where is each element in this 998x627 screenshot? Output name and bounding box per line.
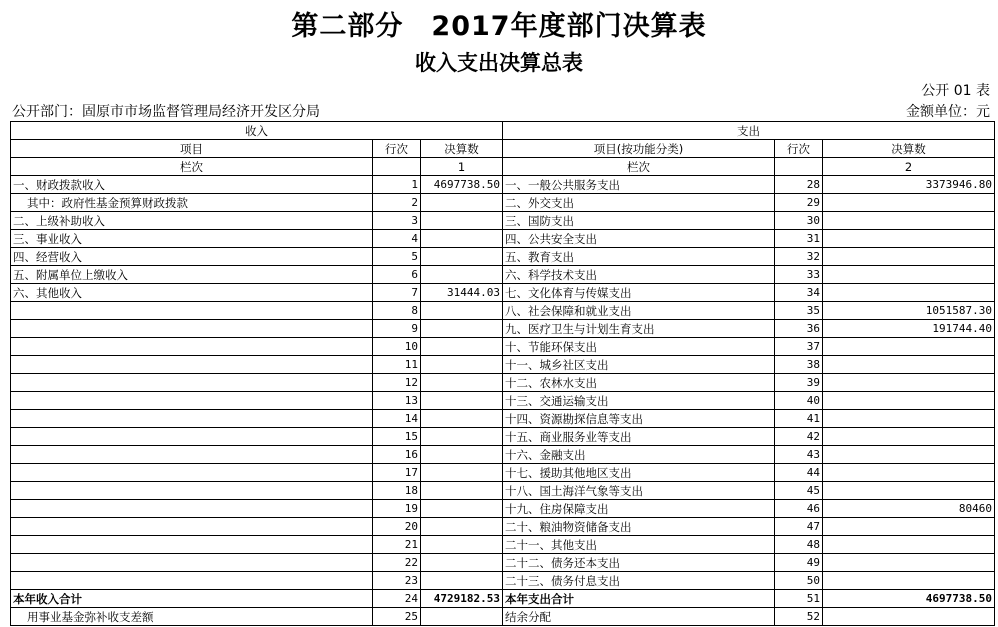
income-item [11, 392, 373, 410]
expense-amount: 3373946.80 [823, 176, 995, 194]
expense-item: 十五、商业服务业等支出 [503, 428, 775, 446]
income-row-no: 2 [373, 194, 421, 212]
table-row [11, 212, 995, 230]
lanci-1: 1 [421, 158, 503, 176]
income-row-no: 18 [373, 482, 421, 500]
income-amount [421, 194, 503, 212]
expense-amount [823, 464, 995, 482]
income-item [11, 446, 373, 464]
expense-row-no: 36 [775, 320, 823, 338]
expense-item: 十八、国土海洋气象等支出 [503, 482, 775, 500]
income-amount [421, 536, 503, 554]
expense-row-no: 44 [775, 464, 823, 482]
income-row-no: 16 [373, 446, 421, 464]
income-row-no: 13 [373, 392, 421, 410]
income-item: 用事业基金弥补收支差额 [11, 608, 373, 626]
expense-item: 二十、粮油物资储备支出 [503, 518, 775, 536]
income-amount [421, 518, 503, 536]
table-row [11, 500, 995, 518]
income-amount: 4697738.50 [421, 176, 503, 194]
expense-item: 二、外交支出 [503, 194, 775, 212]
col-row: 行次 [373, 140, 421, 158]
expense-item: 十三、交通运输支出 [503, 392, 775, 410]
table-row [11, 356, 995, 374]
expense-amount [823, 230, 995, 248]
table-row [11, 536, 995, 554]
income-item [11, 554, 373, 572]
expense-item: 三、国防支出 [503, 212, 775, 230]
table-row [11, 230, 995, 248]
expense-amount [823, 374, 995, 392]
expense-row-no: 42 [775, 428, 823, 446]
income-item: 一、财政拨款收入 [11, 176, 373, 194]
expense-header: 支出 [503, 122, 995, 140]
expense-row-no: 43 [775, 446, 823, 464]
income-amount [421, 230, 503, 248]
income-item [11, 500, 373, 518]
income-amount [421, 500, 503, 518]
empty-cell [775, 158, 823, 176]
table-subtitle: 收入支出决算总表 [415, 51, 583, 75]
expense-amount [823, 284, 995, 302]
col-item: 项目 [11, 140, 373, 158]
table-row [11, 554, 995, 572]
column-header-row [11, 140, 995, 158]
income-item [11, 518, 373, 536]
expense-item: 四、公共安全支出 [503, 230, 775, 248]
table-row [11, 608, 995, 626]
income-amount: 4729182.53 [421, 590, 503, 608]
income-row-no: 21 [373, 536, 421, 554]
lanci-label: 栏次 [11, 158, 373, 176]
income-row-no: 23 [373, 572, 421, 590]
expense-row-no: 39 [775, 374, 823, 392]
expense-item: 本年支出合计 [503, 590, 775, 608]
table-row [11, 464, 995, 482]
income-row-no: 8 [373, 302, 421, 320]
expense-amount [823, 392, 995, 410]
table-row [11, 428, 995, 446]
expense-item: 十六、金融支出 [503, 446, 775, 464]
expense-amount [823, 608, 995, 626]
income-amount [421, 572, 503, 590]
income-item [11, 482, 373, 500]
income-amount [421, 374, 503, 392]
income-amount [421, 410, 503, 428]
expense-amount [823, 194, 995, 212]
expense-amount: 80460 [823, 500, 995, 518]
expense-row-no: 34 [775, 284, 823, 302]
expense-amount: 191744.40 [823, 320, 995, 338]
income-row-no: 4 [373, 230, 421, 248]
expense-item: 九、医疗卫生与计划生育支出 [503, 320, 775, 338]
income-item [11, 356, 373, 374]
income-header: 收入 [11, 122, 503, 140]
income-item: 本年收入合计 [11, 590, 373, 608]
income-item [11, 410, 373, 428]
unit-label: 金额单位：元 [906, 104, 990, 120]
income-amount: 31444.03 [421, 284, 503, 302]
table-number: 公开 01 表 [921, 83, 990, 99]
income-amount [421, 482, 503, 500]
expense-amount [823, 518, 995, 536]
table-row [11, 446, 995, 464]
income-amount [421, 356, 503, 374]
expense-item: 八、社会保障和就业支出 [503, 302, 775, 320]
expense-row-no: 50 [775, 572, 823, 590]
department-label: 公开部门：固原市市场监督管理局经济开发区分局 [12, 104, 320, 120]
expense-item: 十九、住房保障支出 [503, 500, 775, 518]
income-item: 五、附属单位上缴收入 [11, 266, 373, 284]
income-amount [421, 446, 503, 464]
expense-item: 六、科学技术支出 [503, 266, 775, 284]
expense-row-no: 29 [775, 194, 823, 212]
expense-row-no: 37 [775, 338, 823, 356]
income-row-no: 3 [373, 212, 421, 230]
expense-amount [823, 410, 995, 428]
income-row-no: 10 [373, 338, 421, 356]
expense-row-no: 45 [775, 482, 823, 500]
income-row-no: 7 [373, 284, 421, 302]
expense-item: 二十一、其他支出 [503, 536, 775, 554]
income-item [11, 428, 373, 446]
budget-table [10, 121, 995, 626]
income-item: 其中：政府性基金预算财政拨款 [11, 194, 373, 212]
expense-row-no: 41 [775, 410, 823, 428]
table-row [11, 572, 995, 590]
income-row-no: 19 [373, 500, 421, 518]
income-item: 三、事业收入 [11, 230, 373, 248]
income-row-no: 15 [373, 428, 421, 446]
expense-item: 二十二、债务还本支出 [503, 554, 775, 572]
page-title: 第二部分 2017年度部门决算表 [291, 11, 707, 42]
table-row [11, 248, 995, 266]
lanci-row [11, 158, 995, 176]
empty-cell [373, 158, 421, 176]
expense-amount [823, 338, 995, 356]
expense-amount [823, 446, 995, 464]
expense-item: 七、文化体育与传媒支出 [503, 284, 775, 302]
income-row-no: 25 [373, 608, 421, 626]
income-row-no: 24 [373, 590, 421, 608]
income-amount [421, 554, 503, 572]
income-item: 四、经营收入 [11, 248, 373, 266]
expense-row-no: 38 [775, 356, 823, 374]
income-item [11, 320, 373, 338]
expense-item: 一、一般公共服务支出 [503, 176, 775, 194]
income-item [11, 536, 373, 554]
income-amount [421, 302, 503, 320]
lanci-2: 2 [823, 158, 995, 176]
expense-amount [823, 356, 995, 374]
expense-item: 二十三、债务付息支出 [503, 572, 775, 590]
income-item [11, 374, 373, 392]
expense-amount [823, 536, 995, 554]
table-row [11, 176, 995, 194]
expense-amount [823, 266, 995, 284]
table-row [11, 392, 995, 410]
expense-row-no: 33 [775, 266, 823, 284]
table-row [11, 320, 995, 338]
col-item-func: 项目(按功能分类) [503, 140, 775, 158]
income-row-no: 17 [373, 464, 421, 482]
expense-amount [823, 248, 995, 266]
income-row-no: 22 [373, 554, 421, 572]
col-amount: 决算数 [421, 140, 503, 158]
table-row [11, 302, 995, 320]
expense-amount [823, 482, 995, 500]
expense-row-no: 30 [775, 212, 823, 230]
expense-row-no: 28 [775, 176, 823, 194]
expense-row-no: 46 [775, 500, 823, 518]
income-item: 六、其他收入 [11, 284, 373, 302]
income-item [11, 464, 373, 482]
income-amount [421, 608, 503, 626]
income-amount [421, 428, 503, 446]
income-row-no: 12 [373, 374, 421, 392]
income-amount [421, 212, 503, 230]
income-amount [421, 392, 503, 410]
expense-item: 十、节能环保支出 [503, 338, 775, 356]
expense-row-no: 52 [775, 608, 823, 626]
income-row-no: 9 [373, 320, 421, 338]
expense-amount: 1051587.30 [823, 302, 995, 320]
col-amount: 决算数 [823, 140, 995, 158]
table-row [11, 338, 995, 356]
income-row-no: 6 [373, 266, 421, 284]
income-row-no: 5 [373, 248, 421, 266]
table-row [11, 374, 995, 392]
income-row-no: 11 [373, 356, 421, 374]
total-row [11, 590, 995, 608]
expense-row-no: 35 [775, 302, 823, 320]
table-row [11, 410, 995, 428]
income-amount [421, 464, 503, 482]
income-amount [421, 320, 503, 338]
table-row [11, 194, 995, 212]
table-row [11, 482, 995, 500]
expense-amount [823, 212, 995, 230]
income-amount [421, 266, 503, 284]
income-row-no: 1 [373, 176, 421, 194]
income-item [11, 338, 373, 356]
income-item [11, 572, 373, 590]
expense-amount: 4697738.50 [823, 590, 995, 608]
expense-item: 十七、援助其他地区支出 [503, 464, 775, 482]
expense-item: 十二、农林水支出 [503, 374, 775, 392]
income-item [11, 302, 373, 320]
table-row [11, 518, 995, 536]
expense-row-no: 40 [775, 392, 823, 410]
col-row: 行次 [775, 140, 823, 158]
expense-item: 十四、资源勘探信息等支出 [503, 410, 775, 428]
expense-row-no: 48 [775, 536, 823, 554]
expense-item: 五、教育支出 [503, 248, 775, 266]
income-row-no: 14 [373, 410, 421, 428]
expense-row-no: 32 [775, 248, 823, 266]
table-row [11, 284, 995, 302]
expense-row-no: 47 [775, 518, 823, 536]
table-row [11, 266, 995, 284]
income-item: 二、上级补助收入 [11, 212, 373, 230]
expense-row-no: 51 [775, 590, 823, 608]
income-amount [421, 338, 503, 356]
income-amount [421, 248, 503, 266]
expense-item: 结余分配 [503, 608, 775, 626]
expense-amount [823, 572, 995, 590]
expense-row-no: 49 [775, 554, 823, 572]
expense-item: 十一、城乡社区支出 [503, 356, 775, 374]
expense-row-no: 31 [775, 230, 823, 248]
expense-amount [823, 428, 995, 446]
lanci-label: 栏次 [503, 158, 775, 176]
expense-amount [823, 554, 995, 572]
income-row-no: 20 [373, 518, 421, 536]
section-header-row [11, 122, 995, 140]
